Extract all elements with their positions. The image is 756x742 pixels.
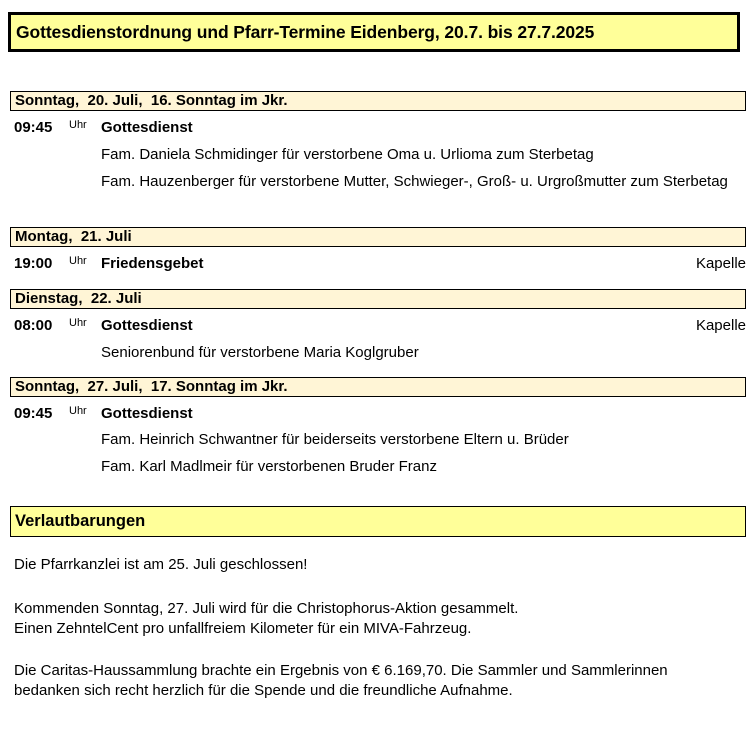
event-location: Kapelle [695, 255, 746, 272]
time-unit: Uhr [69, 255, 87, 267]
announcements-header: Verlautbarungen [10, 506, 746, 537]
event-time: 09:45 [14, 405, 53, 422]
time-unit: Uhr [69, 405, 87, 417]
event-time: 09:45 [14, 119, 53, 136]
mass-intention: Fam. Karl Madlmeir für verstorbenen Bruder Franz [101, 458, 437, 475]
event-name: Gottesdienst [101, 119, 193, 136]
event-time: 19:00 [14, 255, 53, 272]
announcement-office-closed: Die Pfarrkanzlei ist am 25. Juli geschlossen! [14, 556, 308, 573]
event-row [14, 315, 746, 337]
mass-intention: Fam. Daniela Schmidinger für verstorbene Oma u. Urlioma zum Sterbetag [101, 146, 594, 163]
mass-intention: Seniorenbund für verstorbene Maria Koglgruber [101, 344, 419, 361]
event-location: Kapelle [695, 317, 746, 334]
event-name: Friedensgebet [101, 255, 204, 272]
page-title [8, 12, 740, 52]
day-header-monday-21: Montag, 21. Juli [10, 227, 746, 247]
announcement-christophorus [14, 599, 744, 639]
day-header-sunday-20: Sonntag, 20. Juli, 16. Sonntag im Jkr. [10, 91, 746, 111]
mass-intention: Fam. Heinrich Schwantner für beiderseits verstorbene Eltern u. Brüder [101, 431, 569, 448]
day-header-sunday-27: Sonntag, 27. Juli, 17. Sonntag im Jkr. [10, 377, 746, 397]
announcement-caritas: Die Caritas-Haussammlung brachte ein Ergebnis von € 6.169,70. Die Sammler und Sammlerinnen bedanken sich recht herzlich für die Spende und die freundliche Aufnahme. [14, 662, 668, 699]
event-row [14, 117, 746, 139]
event-name: Gottesdienst [101, 317, 193, 334]
event-row [14, 403, 746, 425]
announcement-line: Kommenden Sonntag, 27. Juli wird für die Christophorus-Aktion gesammelt. [14, 600, 519, 617]
event-row [14, 253, 746, 275]
time-unit: Uhr [69, 317, 87, 329]
page-title-text: Gottesdienstordnung und Pfarr-Termine Eidenberg, 20.7. bis 27.7.2025 [16, 21, 595, 42]
announcement-line: Einen ZehntelCent pro unfallfreiem Kilometer für ein MIVA-Fahrzeug. [14, 620, 472, 637]
time-unit: Uhr [69, 119, 87, 131]
event-name: Gottesdienst [101, 405, 193, 422]
day-header-tuesday-22: Dienstag, 22. Juli [10, 289, 746, 309]
mass-intention: Fam. Hauzenberger für verstorbene Mutter, Schwieger-, Groß- u. Urgroßmutter zum Sterbetag [101, 173, 728, 190]
event-time: 08:00 [14, 317, 53, 334]
